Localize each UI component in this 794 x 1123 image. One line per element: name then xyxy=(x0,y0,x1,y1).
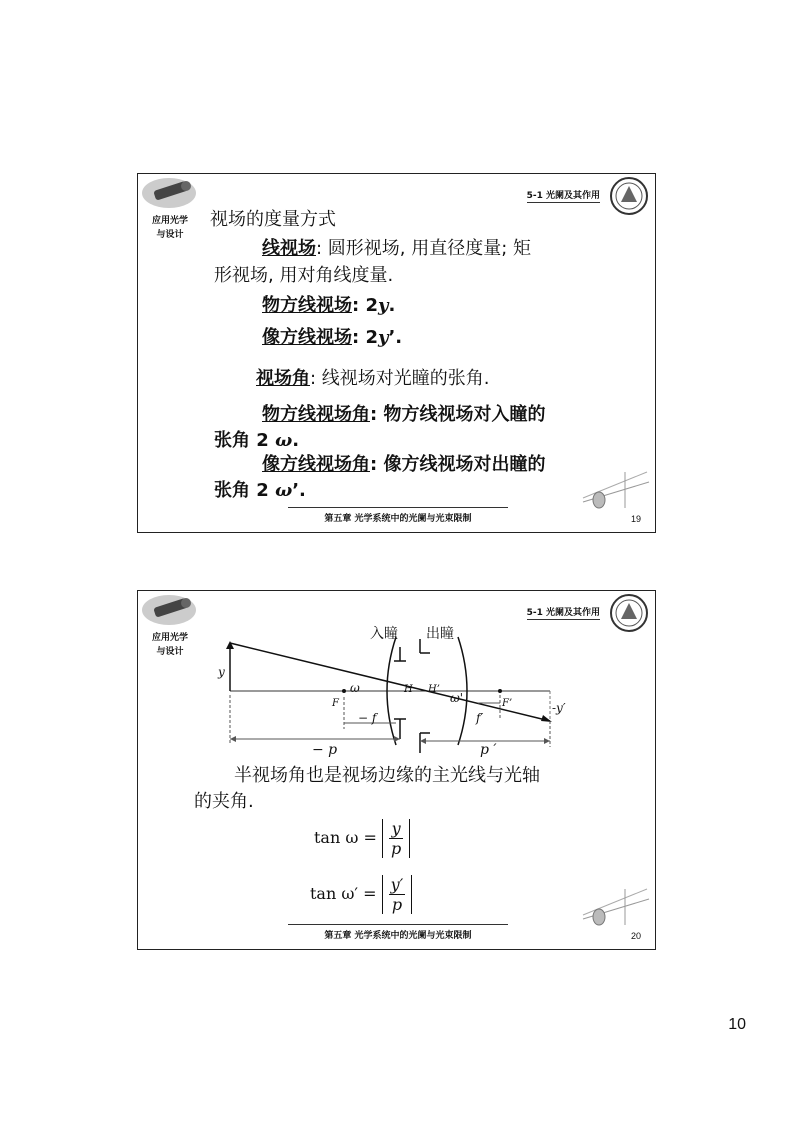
image-field-angle-line2 xyxy=(214,478,306,504)
omega-prime-label: ω' xyxy=(450,691,464,705)
object-field-angle xyxy=(262,402,545,428)
slide-page-number: 20 xyxy=(630,931,641,941)
omega-label: ω xyxy=(350,681,360,695)
slide-20 xyxy=(137,590,656,950)
section-tag: 5-1 光阑及其作用 xyxy=(527,605,600,620)
object-line-field-var: y xyxy=(378,295,389,316)
course-label-line1: 应用光学 xyxy=(151,216,188,226)
object-line-field-prefix: : 2 xyxy=(352,295,378,316)
slide-page-number: 19 xyxy=(630,514,641,524)
neg-f-label: − f xyxy=(358,711,377,725)
formula1-lhs: tan ω = xyxy=(314,828,377,847)
image-line-field-var: y xyxy=(378,327,389,348)
course-label-line1: 应用光学 xyxy=(151,633,188,643)
optics-decoration-icon xyxy=(581,885,651,927)
pupil-diagram xyxy=(138,591,657,771)
section-tag: 5-1 光阑及其作用 xyxy=(527,188,600,203)
image-field-angle-line2-prefix: 张角 2 xyxy=(214,480,276,501)
f-prime-label: f′ xyxy=(476,711,484,725)
neg-p-label: − p xyxy=(312,742,338,758)
object-field-angle-term: 物方线视场角 xyxy=(262,404,370,425)
slide-19 xyxy=(137,173,656,533)
chapter-footer: 第五章 光学系统中的光阑与光束限制 xyxy=(288,924,508,941)
line-field-definition xyxy=(262,236,531,262)
object-line-field-term: 物方线视场 xyxy=(262,295,352,316)
formula2-fraction xyxy=(389,875,406,914)
image-field-angle-desc: : 像方线视场对出瞳的 xyxy=(370,454,546,475)
formula1-numerator: y xyxy=(389,819,403,839)
F-label: F xyxy=(332,698,339,709)
course-label-line2: 与设计 xyxy=(156,647,184,657)
university-seal-icon xyxy=(609,176,649,216)
omega-symbol: ω xyxy=(275,430,293,451)
front-focal-point xyxy=(342,689,346,693)
field-angle-term: 视场角 xyxy=(256,368,310,389)
y-label: y xyxy=(218,665,225,679)
object-line-field xyxy=(262,293,395,319)
formula1-abs xyxy=(382,819,410,858)
telescope-logo-icon xyxy=(140,176,198,210)
line-field-desc2: 形视场, 用对角线度量. xyxy=(214,265,394,286)
formula2-numerator: y′ xyxy=(390,875,404,894)
formula2-abs xyxy=(382,875,413,914)
y-prime-label: -y′ xyxy=(552,701,566,715)
line-field-desc1: : 圆形视场, 用直径度量; 矩 xyxy=(316,238,532,259)
half-field-angle-line2: 的夹角. xyxy=(194,791,254,812)
exit-pupil-label: 出瞳 xyxy=(426,626,454,642)
chapter-footer: 第五章 光学系统中的光阑与光束限制 xyxy=(288,507,508,524)
image-field-angle-term: 像方线视场角 xyxy=(262,454,370,475)
image-line-field-suffix: ’. xyxy=(388,327,403,348)
p-prime-label: p ′ xyxy=(480,742,497,758)
H-prime-label: H’ xyxy=(428,684,440,695)
image-line-field-prefix: : 2 xyxy=(352,327,378,348)
course-label-line2: 与设计 xyxy=(156,230,184,240)
optics-decoration-icon xyxy=(581,468,651,510)
slide-heading: 视场的度量方式 xyxy=(210,209,336,230)
object-field-angle-line2-suffix: . xyxy=(292,430,300,451)
formula1-denominator: p xyxy=(391,839,402,858)
field-angle-definition xyxy=(256,366,490,392)
line-field-term: 线视场 xyxy=(262,238,316,259)
formula2-lhs: tan ω′ = xyxy=(310,884,377,903)
H-label: H xyxy=(404,684,413,695)
course-label xyxy=(140,214,200,242)
entrance-pupil-label: 入瞳 xyxy=(370,626,398,642)
F-prime-label: F’ xyxy=(502,698,513,709)
formula-tan-omega-prime xyxy=(310,875,412,914)
object-field-angle-line2 xyxy=(214,428,299,454)
formula-tan-omega xyxy=(314,819,410,858)
image-line-field xyxy=(262,325,402,351)
image-field-angle xyxy=(262,452,545,478)
image-field-angle-line2-suffix: ’. xyxy=(292,480,306,501)
object-field-angle-desc: : 物方线视场对入瞳的 xyxy=(370,404,546,425)
omega-prime-symbol: ω xyxy=(275,480,293,501)
half-field-angle-line1: 半视场角也是视场边缘的主光线与光轴 xyxy=(234,765,540,786)
formula2-denominator: p xyxy=(391,895,403,914)
object-field-angle-line2-prefix: 张角 2 xyxy=(214,430,276,451)
object-line-field-suffix: . xyxy=(388,295,396,316)
image-line-field-term: 像方线视场 xyxy=(262,327,352,348)
document-page-number: 10 xyxy=(728,1016,746,1033)
formula1-fraction xyxy=(389,819,403,858)
field-angle-desc: : 线视场对光瞳的张角. xyxy=(310,368,490,389)
